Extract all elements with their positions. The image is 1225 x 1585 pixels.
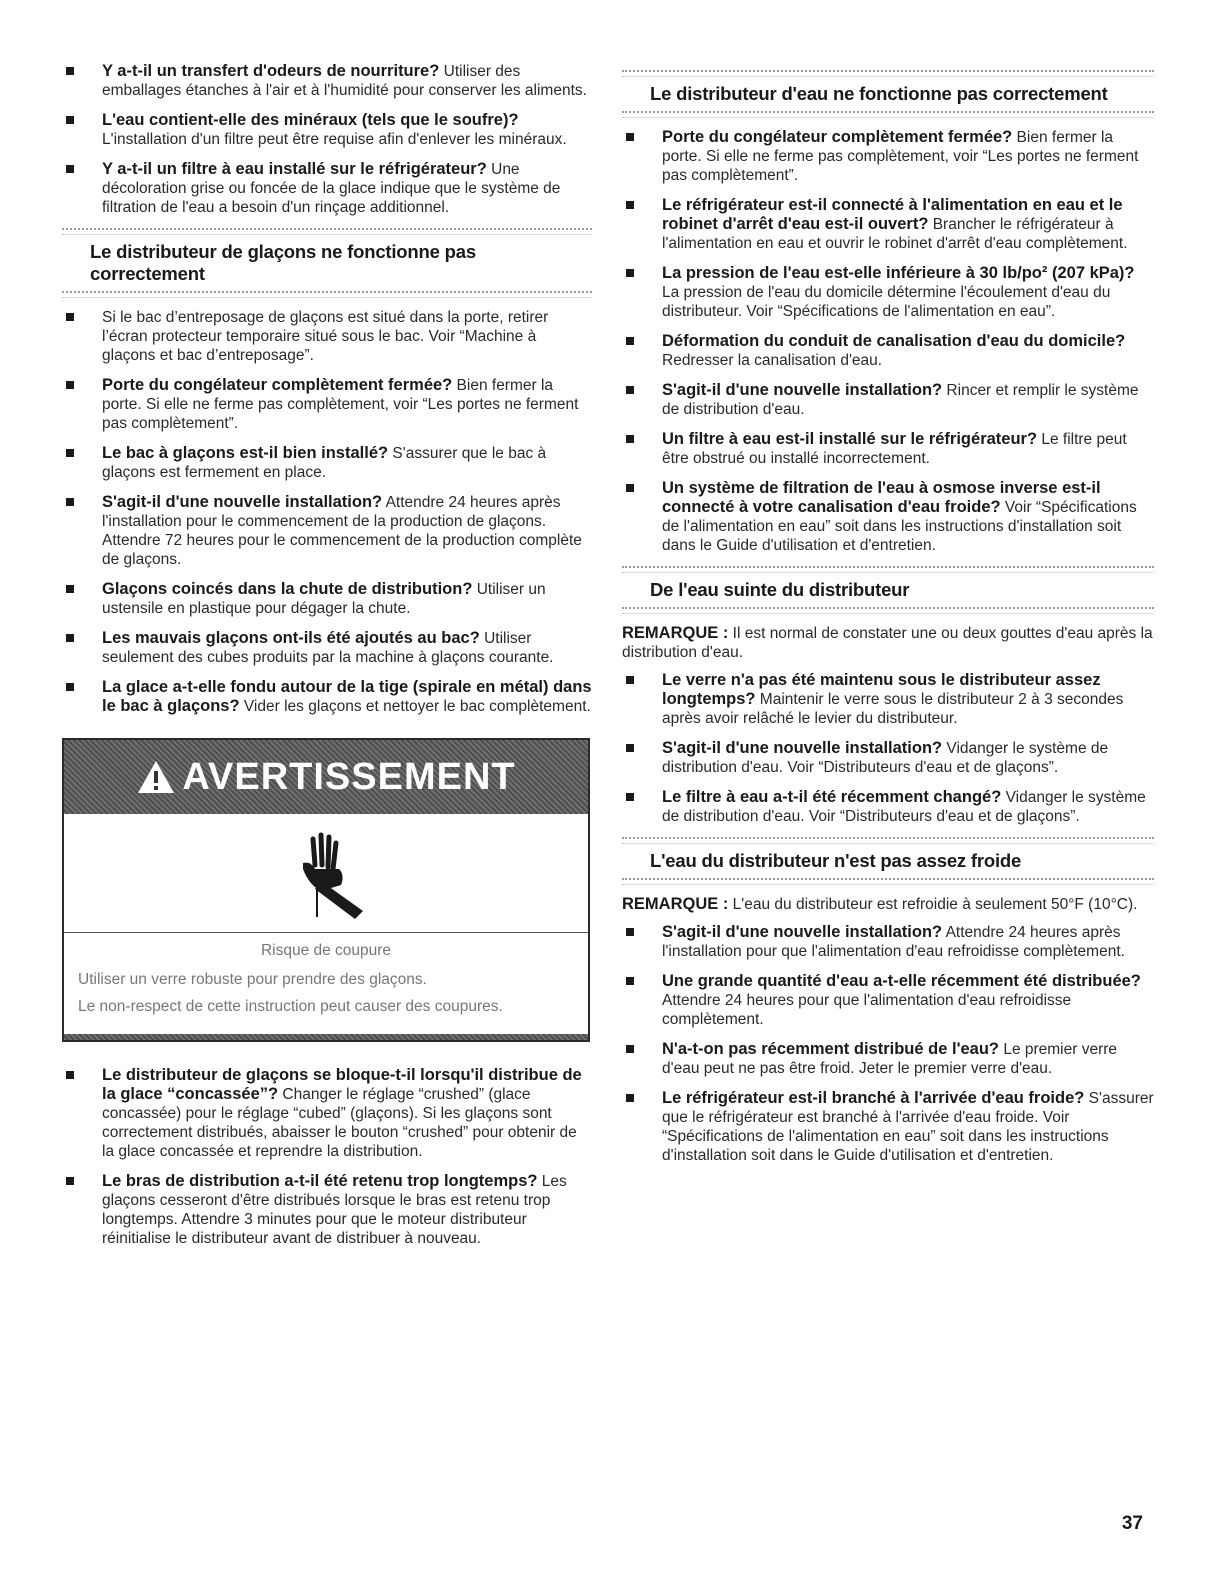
- list-item: [622, 381, 1154, 419]
- question-text: Le réfrigérateur est-il connecté à l'alimentation en eau et le robinet d'arrêt d'eau est-il ouvert?: [662, 196, 1123, 233]
- question-text: Le réfrigérateur est-il branché à l'arrivée d'eau froide?: [662, 1089, 1085, 1107]
- question-text: S'agit-il d'une nouvelle installation?: [662, 381, 943, 399]
- warning-box: [62, 738, 590, 1042]
- cold-section-title: L'eau du distributeur n'est pas assez froide: [650, 850, 1022, 871]
- list-item: [622, 1040, 1154, 1078]
- warning-risk: Risque de coupure: [260, 942, 392, 959]
- bullet-icon: [66, 165, 74, 173]
- warning-instruction: Utiliser un verre robuste pour prendre des glaçons.: [78, 971, 427, 988]
- list-item: [622, 972, 1154, 1029]
- list-item: [622, 923, 1154, 961]
- page-number: 37: [1121, 1513, 1143, 1534]
- list-item: [62, 444, 592, 482]
- answer-text: Vider les glaçons et nettoyer le bac complètement.: [239, 698, 591, 715]
- question-text: Le bras de distribution a-t-il été retenu trop longtemps?: [102, 1172, 538, 1190]
- ice-dispenser-section-title: Le distributeur de glaçons ne fonctionne pas correctement: [90, 241, 476, 284]
- left-intro-list: [62, 62, 592, 217]
- question-text: Le filtre à eau a-t-il été récemment changé?: [662, 788, 1002, 806]
- dotted-rule: [622, 837, 1154, 844]
- warning-consequence: Le non-respect de cette instruction peut causer des coupures.: [78, 998, 503, 1015]
- answer-text: Attendre 24 heures après l'installation pour que l'alimentation d'eau refroidisse complètement.: [662, 924, 1125, 960]
- answer-text: Une décoloration grise ou foncée de la glace indique que le système de filtration de l'eau a besoin d'un rinçage additionnel.: [102, 161, 561, 216]
- water-dispenser-section-title: Le distributeur d'eau ne fonctionne pas correctement: [650, 83, 1108, 104]
- answer-text: L'installation d'un filtre peut être requise afin d'enlever les minéraux.: [102, 131, 567, 148]
- water-dispenser-list: [622, 128, 1154, 555]
- bullet-icon: [626, 793, 634, 801]
- bullet-icon: [66, 634, 74, 642]
- list-item: [62, 629, 592, 667]
- bullet-icon: [626, 435, 634, 443]
- water-dispenser-section-header: [622, 70, 1154, 118]
- bullet-icon: [626, 928, 634, 936]
- answer-text: Vidanger le système de distribution d'eau. Voir “Distributeurs d'eau et de glaçons”.: [662, 789, 1146, 825]
- list-item: [62, 111, 592, 149]
- leak-note: REMARQUE : Il est normal de constater une ou deux gouttes d'eau après la distribution d'eau.: [622, 624, 1153, 661]
- warning-title: AVERTISSEMENT: [182, 755, 516, 798]
- list-item: [62, 493, 592, 569]
- answer-text: Utiliser seulement des cubes produits par la machine à glaçons courante.: [102, 630, 554, 666]
- right-column: [622, 70, 1154, 1176]
- answer-text: Maintenir le verre sous le distributeur 2 à 3 secondes après avoir relâché le levier du distributeur.: [662, 691, 1124, 727]
- question-text: Porte du congélateur complètement fermée?: [662, 128, 1013, 146]
- list-item: [622, 479, 1154, 555]
- answer-text: Bien fermer la porte. Si elle ne ferme pas complètement, voir “Les portes ne ferment pas complètement”.: [102, 377, 579, 432]
- question-text: N'a-t-on pas récemment distribué de l'eau?: [662, 1040, 1000, 1058]
- list-item: [622, 430, 1154, 468]
- ice-dispenser-section-header: [62, 228, 592, 298]
- bullet-icon: [66, 313, 74, 321]
- list-item: [62, 1172, 592, 1248]
- bullet-icon: [66, 1177, 74, 1185]
- bullet-icon: [626, 386, 634, 394]
- bullet-icon: [626, 977, 634, 985]
- bullet-icon: [66, 585, 74, 593]
- question-text: Y a-t-il un filtre à eau installé sur le réfrigérateur?: [102, 160, 487, 178]
- answer-text: Attendre 24 heures après l'installation pour le commencement de la production de glaçons. Attendre 72 heures pour le commencement de la production complète de glaçons.: [102, 494, 582, 568]
- answer-text: Redresser la canalisation d'eau.: [662, 352, 883, 369]
- leak-section-header: [622, 566, 1154, 614]
- dotted-rule: [622, 70, 1154, 77]
- answer-text: Utiliser des emballages étanches à l'air et à l'humidité pour conserver les aliments.: [102, 63, 587, 99]
- dotted-rule: [622, 878, 1154, 885]
- list-item: [62, 376, 592, 433]
- answer-text: Les glaçons cesseront d'être distribués lorsque le bras est retenu trop longtemps. Attendre 3 minutes pour que le moteur distributeur réinitialise le distributeur avant de distribuer à nouveau.: [102, 1173, 567, 1247]
- bullet-icon: [626, 676, 634, 684]
- answer-text: S'assurer que le bac à glaçons est fermement en place.: [102, 445, 547, 481]
- list-item: [62, 678, 592, 716]
- list-item: [622, 196, 1154, 253]
- warning-header: [64, 740, 588, 814]
- list-item: [622, 332, 1154, 370]
- cold-note: REMARQUE : L'eau du distributeur est refroidie à seulement 50°F (10°C).: [622, 895, 1138, 913]
- bullet-icon: [626, 484, 634, 492]
- bullet-icon: [66, 381, 74, 389]
- dotted-rule: [622, 566, 1154, 573]
- dotted-rule: [62, 228, 592, 235]
- answer-text: Utiliser un ustensile en plastique pour dégager la chute.: [102, 581, 546, 617]
- left-column: [62, 62, 592, 1259]
- cold-section-header: [622, 837, 1154, 885]
- bullet-icon: [626, 337, 634, 345]
- question-text: Un filtre à eau est-il installé sur le réfrigérateur?: [662, 430, 1038, 448]
- list-item: [62, 1066, 592, 1161]
- bullet-icon: [626, 201, 634, 209]
- leak-list: [622, 671, 1154, 826]
- warning-figure: [64, 814, 588, 933]
- list-item: [62, 62, 592, 100]
- bullet-icon: [66, 1071, 74, 1079]
- list-item: [62, 160, 592, 217]
- question-text: L'eau contient-elle des minéraux (tels que le soufre)?: [102, 111, 519, 129]
- dotted-rule: [62, 291, 592, 298]
- bullet-icon: [626, 744, 634, 752]
- question-text: Un système de filtration de l'eau à osmose inverse est-il connecté à votre canalisation d'eau froide?: [662, 479, 1101, 516]
- question-text: S'agit-il d'une nouvelle installation?: [102, 493, 383, 511]
- bullet-icon: [626, 269, 634, 277]
- question-text: Le verre n'a pas été maintenu sous le distributeur assez longtemps?: [662, 671, 1101, 708]
- leak-section-title: De l'eau suinte du distributeur: [650, 579, 910, 600]
- answer-text: Si le bac d’entreposage de glaçons est situé dans la porte, retirer l’écran protecteur temporaire situé sous le bac. Voir “Machine à glaçons et bac d’entreposage”.: [102, 309, 549, 364]
- list-item: [622, 1089, 1154, 1165]
- dotted-rule: [622, 607, 1154, 614]
- warning-triangle-icon: [136, 759, 176, 795]
- bullet-icon: [626, 1045, 634, 1053]
- question-text: Une grande quantité d'eau a-t-elle récemment été distribuée?: [662, 972, 1141, 990]
- question-text: Le distributeur de glaçons se bloque-t-il lorsqu'il distribue de la glace “concassée”?: [102, 1066, 582, 1103]
- answer-text: La pression de l'eau du domicile détermine l'écoulement d'eau du distributeur. Voir “Spécifications de l'alimentation en eau”.: [662, 284, 1111, 320]
- question-text: Porte du congélateur complètement fermée?: [102, 376, 453, 394]
- list-item: [622, 671, 1154, 728]
- bullet-icon: [66, 498, 74, 506]
- question-text: Glaçons coincés dans la chute de distribution?: [102, 580, 473, 598]
- bullet-icon: [66, 449, 74, 457]
- warning-footer-band: [64, 1034, 588, 1040]
- answer-text: Voir “Spécifications de l'alimentation en eau” soit dans les instructions d'installation soit dans le Guide d'utilisation et d'entretien.: [662, 499, 1137, 554]
- question-text: La glace a-t-elle fondu autour de la tige (spirale en métal) dans le bac à glaçons?: [102, 678, 592, 715]
- question-text: La pression de l'eau est-elle inférieure à 30 lb/po² (207 kPa)?: [662, 264, 1135, 282]
- answer-text: Attendre 24 heures pour que l'alimentation d'eau refroidisse complètement.: [662, 992, 1072, 1028]
- question-text: Y a-t-il un transfert d'odeurs de nourriture?: [102, 62, 440, 80]
- answer-text: Le premier verre d'eau peut ne pas être froid. Jeter le premier verre d'eau.: [662, 1041, 1118, 1077]
- list-item: [622, 264, 1154, 321]
- bullet-icon: [66, 683, 74, 691]
- answer-text: Vidanger le système de distribution d'eau. Voir “Distributeurs d'eau et de glaçons”.: [662, 740, 1109, 776]
- dotted-rule: [622, 111, 1154, 118]
- left-after-list: [62, 1066, 592, 1248]
- answer-text: Bien fermer la porte. Si elle ne ferme pas complètement, voir “Les portes ne ferment pas complètement”.: [662, 129, 1139, 184]
- answer-text: Brancher le réfrigérateur à l'alimentation en eau et ouvrir le robinet d'arrêt d'eau complètement.: [662, 216, 1128, 252]
- question-text: S'agit-il d'une nouvelle installation?: [662, 923, 943, 941]
- list-item: [622, 739, 1154, 777]
- question-text: S'agit-il d'une nouvelle installation?: [662, 739, 943, 757]
- bullet-icon: [626, 1094, 634, 1102]
- bullet-icon: [626, 133, 634, 141]
- cut-hazard-icon: [281, 825, 371, 921]
- answer-text: Changer le réglage “crushed” (glace concassée) pour le réglage “cubed” (glaçons). Si les glaçons sont correctement distribués, abaisser le bouton “crushed” pour obtenir de la glace concassée et reprendre la distribution.: [102, 1086, 577, 1160]
- question-text: Déformation du conduit de canalisation d'eau du domicile?: [662, 332, 1126, 350]
- ice-dispenser-list: [62, 308, 592, 716]
- list-item: [622, 788, 1154, 826]
- bullet-icon: [66, 116, 74, 124]
- answer-text: Rincer et remplir le système de distribution d'eau.: [662, 382, 1139, 418]
- question-text: Les mauvais glaçons ont-ils été ajoutés au bac?: [102, 629, 480, 647]
- list-item: [622, 128, 1154, 185]
- list-item: [62, 580, 592, 618]
- cold-list: [622, 923, 1154, 1165]
- question-text: Le bac à glaçons est-il bien installé?: [102, 444, 389, 462]
- answer-text: S'assurer que le réfrigérateur est branché à l'arrivée d'eau froide. Voir “Spécifications de l'alimentation en eau” soit dans les instructions d'installation soit dans le Guide d'utilisation et d'entretien.: [662, 1090, 1154, 1164]
- list-item: [62, 308, 592, 365]
- bullet-icon: [66, 67, 74, 75]
- answer-text: Le filtre peut être obstrué ou installé incorrectement.: [662, 431, 1127, 467]
